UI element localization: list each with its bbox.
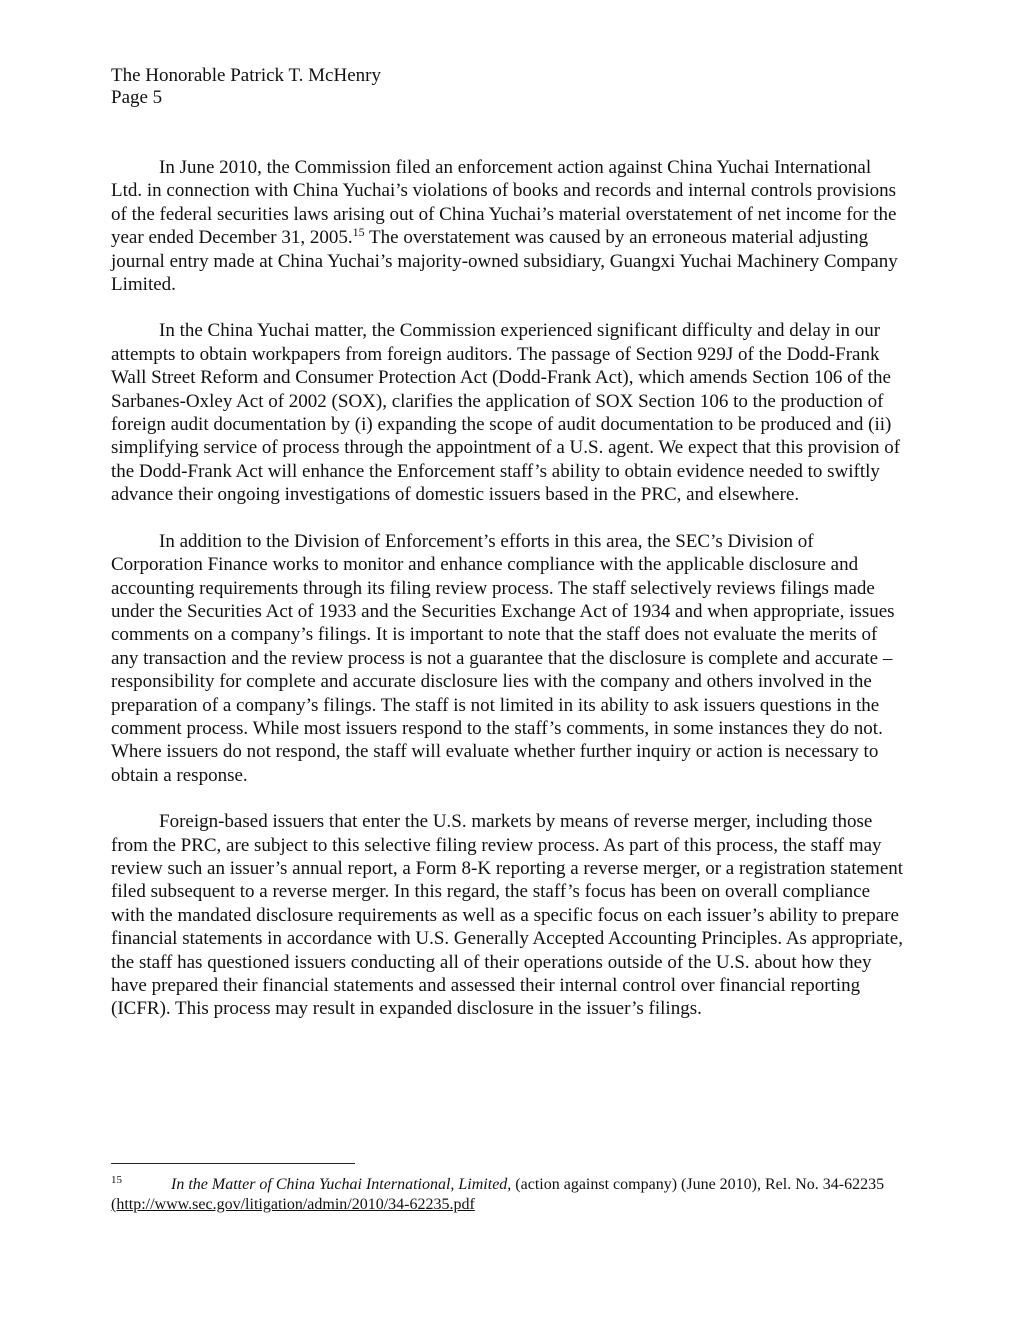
addressee-line: The Honorable Patrick T. McHenry: [111, 65, 381, 86]
page-header: [111, 65, 381, 109]
footnote-details: (action against company) (June 2010), Rel. No. 34-62235: [511, 1176, 885, 1193]
footnote-case-title: In the Matter of China Yuchai International, Limited,: [171, 1176, 512, 1193]
paragraph-reverse-merger: Foreign-based issuers that enter the U.S. markets by means of reverse merger, including those from the PRC, are subject to this selective filing review process. As part of this process, the staff may review such an issuer’s annual report, a Form 8-K reporting a reverse merger, or a registration statement filed subsequent to a reverse merger. In this regard, the staff’s focus has been on overall compliance with the mandated disclosure requirements as well as a specific focus on each issuer’s ability to prepare financial statements in accordance with U.S. Generally Accepted Accounting Principles. As appropriate, the staff has questioned issuers conducting all of their operations outside of the U.S. about how they have prepared their financial statements and assessed their internal control over financial reporting (ICFR). This process may result in expanded disclosure in the issuer’s filings.: [111, 811, 904, 1020]
paragraph-text: The overstatement was caused by an erroneous material adjusting journal entry made at China Yuchai’s majority-owned subsidiary, Guangxi Yuchai Machinery Company Limited.: [111, 227, 898, 296]
footnote: 15 In the Matter of China Yuchai International, Limited, (action against company) (June 2010), Rel. No. 34-62235 (http://www.sec.gov/litigation/admin/2010/34-62235.pdf: [111, 1174, 885, 1213]
paragraph-china-yuchai-action: [111, 156, 907, 296]
letter-body: [111, 156, 907, 1045]
page-number: Page 5: [111, 87, 163, 108]
paragraph-text: In June 2010, the Commission filed an enforcement action against China Yuchai International Ltd. in connection with China Yuchai’s violations of books and records and internal controls provisions of the federal securities laws arising out of China Yuchai’s material overstatement of net income for the year ended December 31, 2005.: [111, 157, 897, 249]
footnote-link[interactable]: (http://www.sec.gov/litigation/admin/2010/34-62235.pdf: [111, 1196, 475, 1213]
paragraph-corporation-finance: In addition to the Division of Enforcement’s efforts in this area, the SEC’s Division of Corporation Finance works to monitor and enhance compliance with the applicable disclosure and accounting requirements through its filing review process. The staff selectively reviews filings made under the Securities Act of 1933 and the Securities Exchange Act of 1934 and when appropriate, issues comments on a company’s filings. It is important to note that the staff does not evaluate the merits of any transaction and the review process is not a guarantee that the disclosure is complete and accurate – responsibility for complete and accurate disclosure lies with the company and others involved in the preparation of a company’s filings. The staff is not limited in its ability to ask issuers questions in the comment process. While most issuers respond to the staff’s comments, in some instances they do not. Where issuers do not respond, the staff will evaluate whether further inquiry or action is necessary to obtain a response.: [111, 530, 895, 786]
paragraph-dodd-frank: In the China Yuchai matter, the Commission experienced significant difficulty and delay in our attempts to obtain workpapers from foreign auditors. The passage of Section 929J of the Dodd-Frank Wall Street Reform and Consumer Protection Act (Dodd-Frank Act), which amends Section 106 of the Sarbanes-Oxley Act of 2002 (SOX), clarifies the application of SOX Section 106 to the production of foreign audit documentation by (i) expanding the scope of audit documentation to be produced and (ii) simplifying service of process through the appointment of a U.S. agent. We expect that this provision of the Dodd-Frank Act will enhance the Enforcement staff’s ability to obtain evidence needed to swiftly advance their ongoing investigations of domestic issuers based in the PRC, and elsewhere.: [111, 320, 901, 506]
footnote-reference: 15: [352, 225, 365, 240]
footnote-separator: [111, 1163, 355, 1164]
